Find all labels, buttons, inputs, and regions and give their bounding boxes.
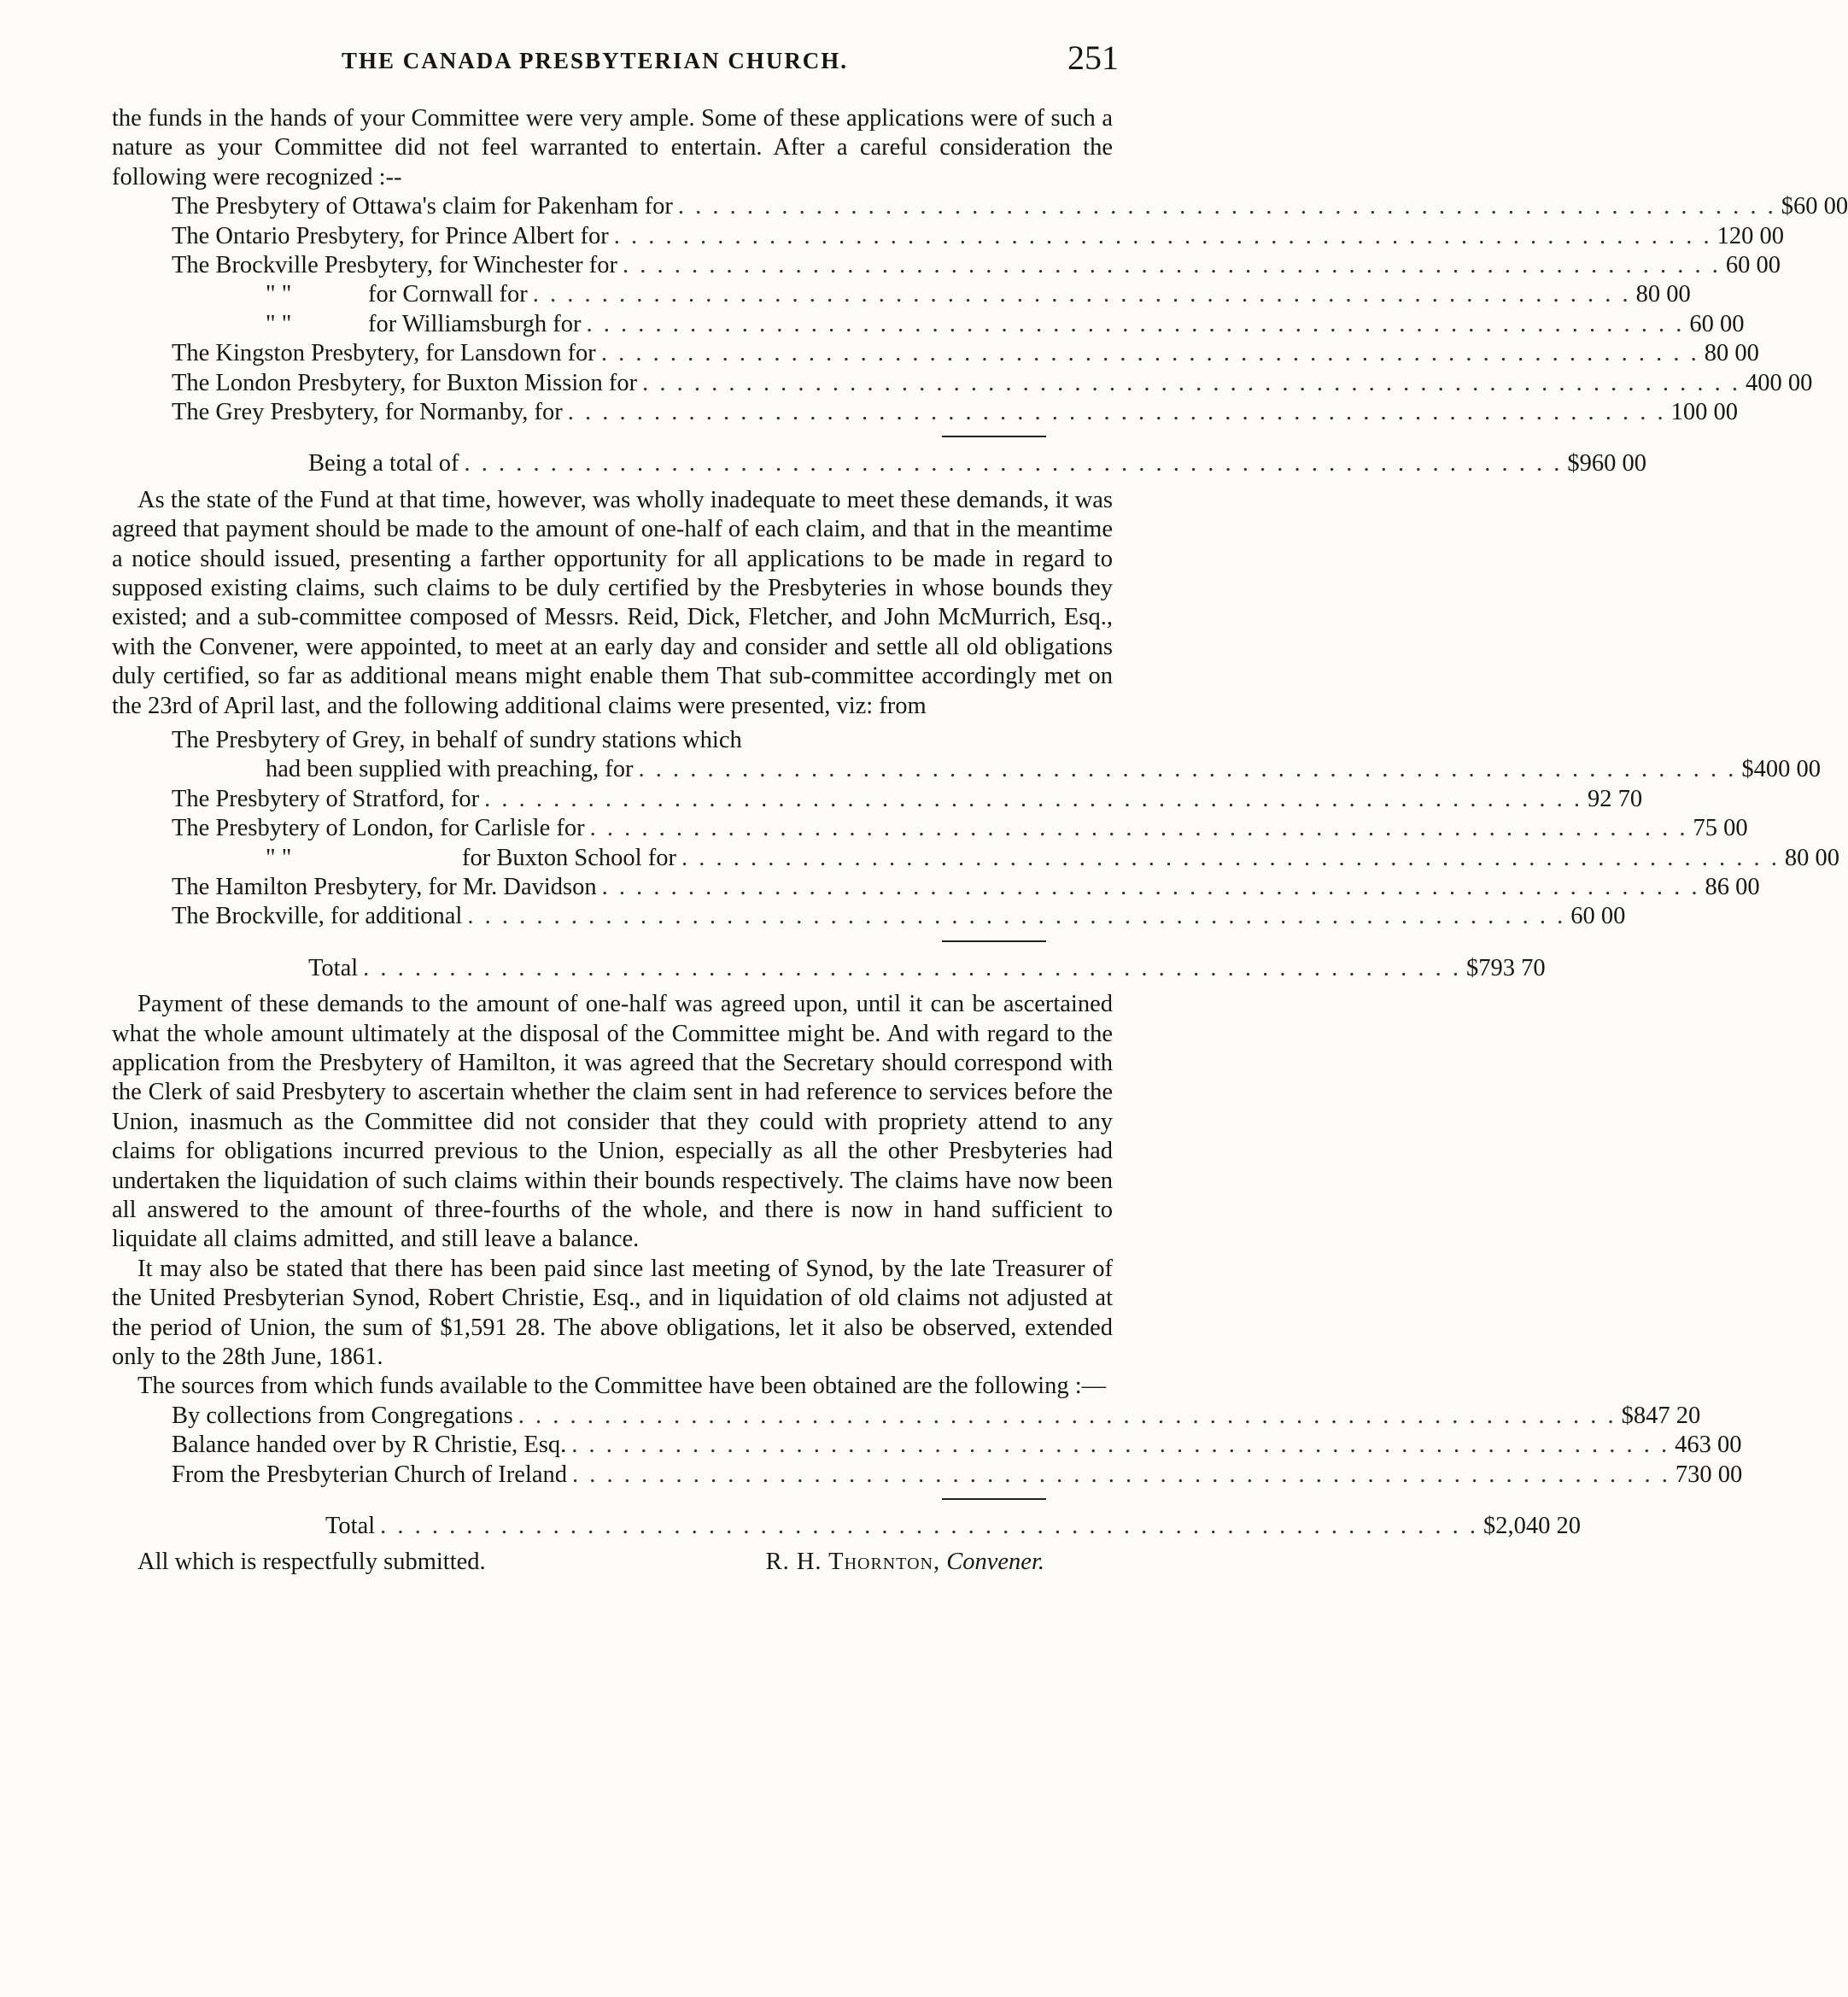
signer-name: R. H. Thornton,: [765, 1549, 941, 1576]
sum-rule: [112, 427, 1046, 446]
paragraph-funds-ample: the funds in the hands of your Committee were very ample. Some of these applications were of such a nature as your Committee did not feel warranted to entertain. After a careful consideration the following were recognized :--: [112, 105, 1113, 190]
claim-label: [172, 310, 582, 339]
claim-label: The Hamilton Presbytery, for Mr. Davidson: [172, 873, 597, 900]
signature-block: [766, 1548, 1044, 1577]
source-label: From the Presbyterian Church of Ireland: [172, 1461, 567, 1488]
recognized-total-row: [112, 449, 1646, 478]
claim-row: [172, 339, 1759, 368]
paragraph-fund-inadequate: As the state of the Fund at that time, however, was wholly inadequate to meet these demands, it was agreed that payment should be made to the amount of one-half of each claim, and that in the meantime a notice should issued, presenting a farther opportunity for all applications to be made in regard to supposed existing claims, such claims to be duly certified by the Presbyteries in whose bounds they existed; and a sub-committee composed of Messrs. Reid, Dick, Fletcher, and John McMurrich, Esq., with the Convener, were appointed, to meet at an early day and consider and settle all old obligations duly certified, so far as additional means might enable them That sub-committee accordingly met on the 23rd of April last, and the following additional claims were presented, viz: from: [112, 486, 1113, 719]
leader-dots: [639, 755, 1737, 784]
paragraph-payment-half: Payment of these demands to the amount of one-half was agreed upon, until it can be ascertained what the whole amount ultimately at the disposal of the Committee might be. And with regard to the application from the Presbytery of Hamilton, it was agreed that the Secretary should correspond with the Clerk of said Presbytery to ascertain whether the claim sent in had reference to services before the Union, inasmuch as the Committee did not consider that they could with propriety attend to any claims for obligations incurred previous to the Union, especially as all the other Presbyteries had undertaken the liquidation of such claims within their bounds respectively. The claims have now been all answered to the amount of three-fourths of the whole, and there is now in hand sufficient to liquidate all claims admitted, and still leave a balance.: [112, 991, 1113, 1253]
leader-dots: [678, 192, 1776, 221]
sources-total-row: [112, 1512, 1582, 1541]
sum-rule: [112, 1490, 1046, 1508]
leader-dots: [587, 310, 1685, 339]
claim-label: The Brockville, for additional: [172, 903, 463, 930]
source-row: [172, 1461, 1743, 1490]
claim-amount: 86 00: [1705, 873, 1760, 900]
claim-amount: 80 00: [1635, 281, 1691, 308]
leader-dots: [380, 1512, 1478, 1541]
leader-dots: [614, 222, 1712, 251]
page-header: [137, 38, 1119, 80]
recognized-claims-list: [112, 192, 1848, 427]
source-amount: $847 20: [1621, 1402, 1701, 1429]
leader-dots: [484, 785, 1582, 814]
source-label: By collections from Congregations: [172, 1402, 513, 1429]
page-number: 251: [1067, 38, 1119, 77]
claim-amount: 75 00: [1693, 815, 1748, 842]
source-amount: 730 00: [1675, 1461, 1743, 1488]
claim-row: [172, 844, 1839, 873]
funding-sources-list: [112, 1402, 1743, 1490]
claim-row: [172, 814, 1748, 843]
claim-row: [172, 902, 1626, 931]
claim-label: The Presbytery of Stratford, for: [172, 785, 480, 812]
claim-amount: 60 00: [1570, 903, 1626, 930]
claim-amount: $400 00: [1741, 756, 1822, 783]
claim-label: The Presbytery of Grey, in behalf of sundry stations which: [172, 726, 742, 753]
claim-amount: 80 00: [1784, 844, 1839, 871]
claim-row: [172, 369, 1813, 398]
signer-title: Convener.: [946, 1549, 1044, 1576]
additional-total-row: [112, 954, 1546, 983]
claim-amount: 60 00: [1689, 310, 1745, 337]
total-label: Total: [325, 1512, 376, 1539]
claim-amount: 92 70: [1587, 785, 1643, 812]
claim-label: had been supplied with preaching, for: [266, 756, 634, 783]
claim-row: [172, 222, 1785, 251]
claim-label: [172, 280, 528, 309]
total-label: Being a total of: [308, 450, 459, 477]
claim-row: [172, 398, 1738, 427]
claim-amount: $60 00: [1781, 193, 1848, 220]
leader-dots: [590, 814, 1688, 843]
leader-dots: [568, 398, 1666, 427]
claim-amount: 60 00: [1725, 252, 1781, 278]
claim-row: [172, 251, 1781, 280]
total-amount: $960 00: [1567, 450, 1646, 477]
ditto-marks: " ": [266, 281, 292, 308]
claim-label: The London Presbytery, for Buxton Mission for: [172, 369, 638, 396]
total-label: Total: [308, 954, 359, 981]
sum-rule: [112, 932, 1046, 951]
claim-row: [172, 192, 1848, 221]
claim-amount: 100 00: [1670, 398, 1738, 425]
claim-row: [172, 726, 1046, 755]
claim-row: [172, 755, 1822, 784]
leader-dots: [518, 1402, 1617, 1431]
claim-amount: 400 00: [1746, 369, 1813, 396]
claim-label: The Presbytery of London, for Carlisle for: [172, 815, 585, 842]
paragraph-sources-intro: The sources from which funds available to the Committee have been obtained are the following :—: [137, 1373, 1107, 1400]
claim-label: [172, 844, 676, 873]
paragraph-treasurer-payment: It may also be stated that there has been paid since last meeting of Synod, by the late Treasurer of the United Presbyterian Synod, Robert Christie, Esq., and in liquidation of old claims not adjusted at the period of Union, the sum of $1,591 28. The above obligations, let it also be observed, extended only to the 28th June, 1861.: [112, 1255, 1113, 1370]
leader-dots: [681, 844, 1780, 873]
ditto-marks: " ": [266, 844, 292, 871]
claim-label: The Grey Presbytery, for Normanby, for: [172, 398, 563, 425]
claim-label: The Brockville Presbytery, for Winchester for: [172, 252, 617, 278]
leader-dots: [363, 954, 1461, 983]
closing-statement: All which is respectfully submitted.: [137, 1549, 486, 1576]
leader-dots: [572, 1461, 1670, 1490]
source-row: [172, 1431, 1742, 1460]
ditto-marks: " ": [266, 310, 292, 337]
signoff-line: [112, 1548, 1079, 1577]
leader-dots: [642, 369, 1740, 398]
running-head: THE CANADA PRESBYTERIAN CHURCH.: [342, 48, 849, 73]
leader-dots: [602, 873, 1700, 902]
claim-label: The Kingston Presbytery, for Lansdown for: [172, 340, 596, 367]
total-amount: $793 70: [1466, 954, 1546, 981]
source-amount: 463 00: [1675, 1432, 1742, 1459]
source-label: Balance handed over by R Christie, Esq.: [172, 1432, 567, 1459]
claim-row: [172, 873, 1760, 902]
leader-dots: [623, 251, 1721, 280]
claim-row: [172, 785, 1643, 814]
leader-dots: [465, 449, 1563, 478]
claim-label-text: for Buxton School for: [462, 844, 676, 871]
additional-claims-list: [112, 726, 1839, 932]
report-body: [112, 104, 1848, 1578]
leader-dots: [467, 902, 1565, 931]
claim-label-text: for Williamsburgh for: [368, 310, 582, 337]
claim-amount: 80 00: [1704, 340, 1759, 367]
leader-dots: [601, 339, 1699, 368]
claim-label: The Ontario Presbytery, for Prince Albert for: [172, 222, 609, 249]
claim-row: [172, 310, 1745, 339]
total-amount: $2,040 20: [1483, 1512, 1582, 1539]
source-row: [172, 1402, 1701, 1431]
claim-label-text: for Cornwall for: [368, 281, 528, 308]
leader-dots: [571, 1431, 1670, 1460]
claim-row: [172, 280, 1691, 309]
leader-dots: [533, 280, 1631, 309]
claim-label: The Presbytery of Ottawa's claim for Pakenham for: [172, 193, 673, 220]
claim-amount: 120 00: [1716, 222, 1785, 249]
